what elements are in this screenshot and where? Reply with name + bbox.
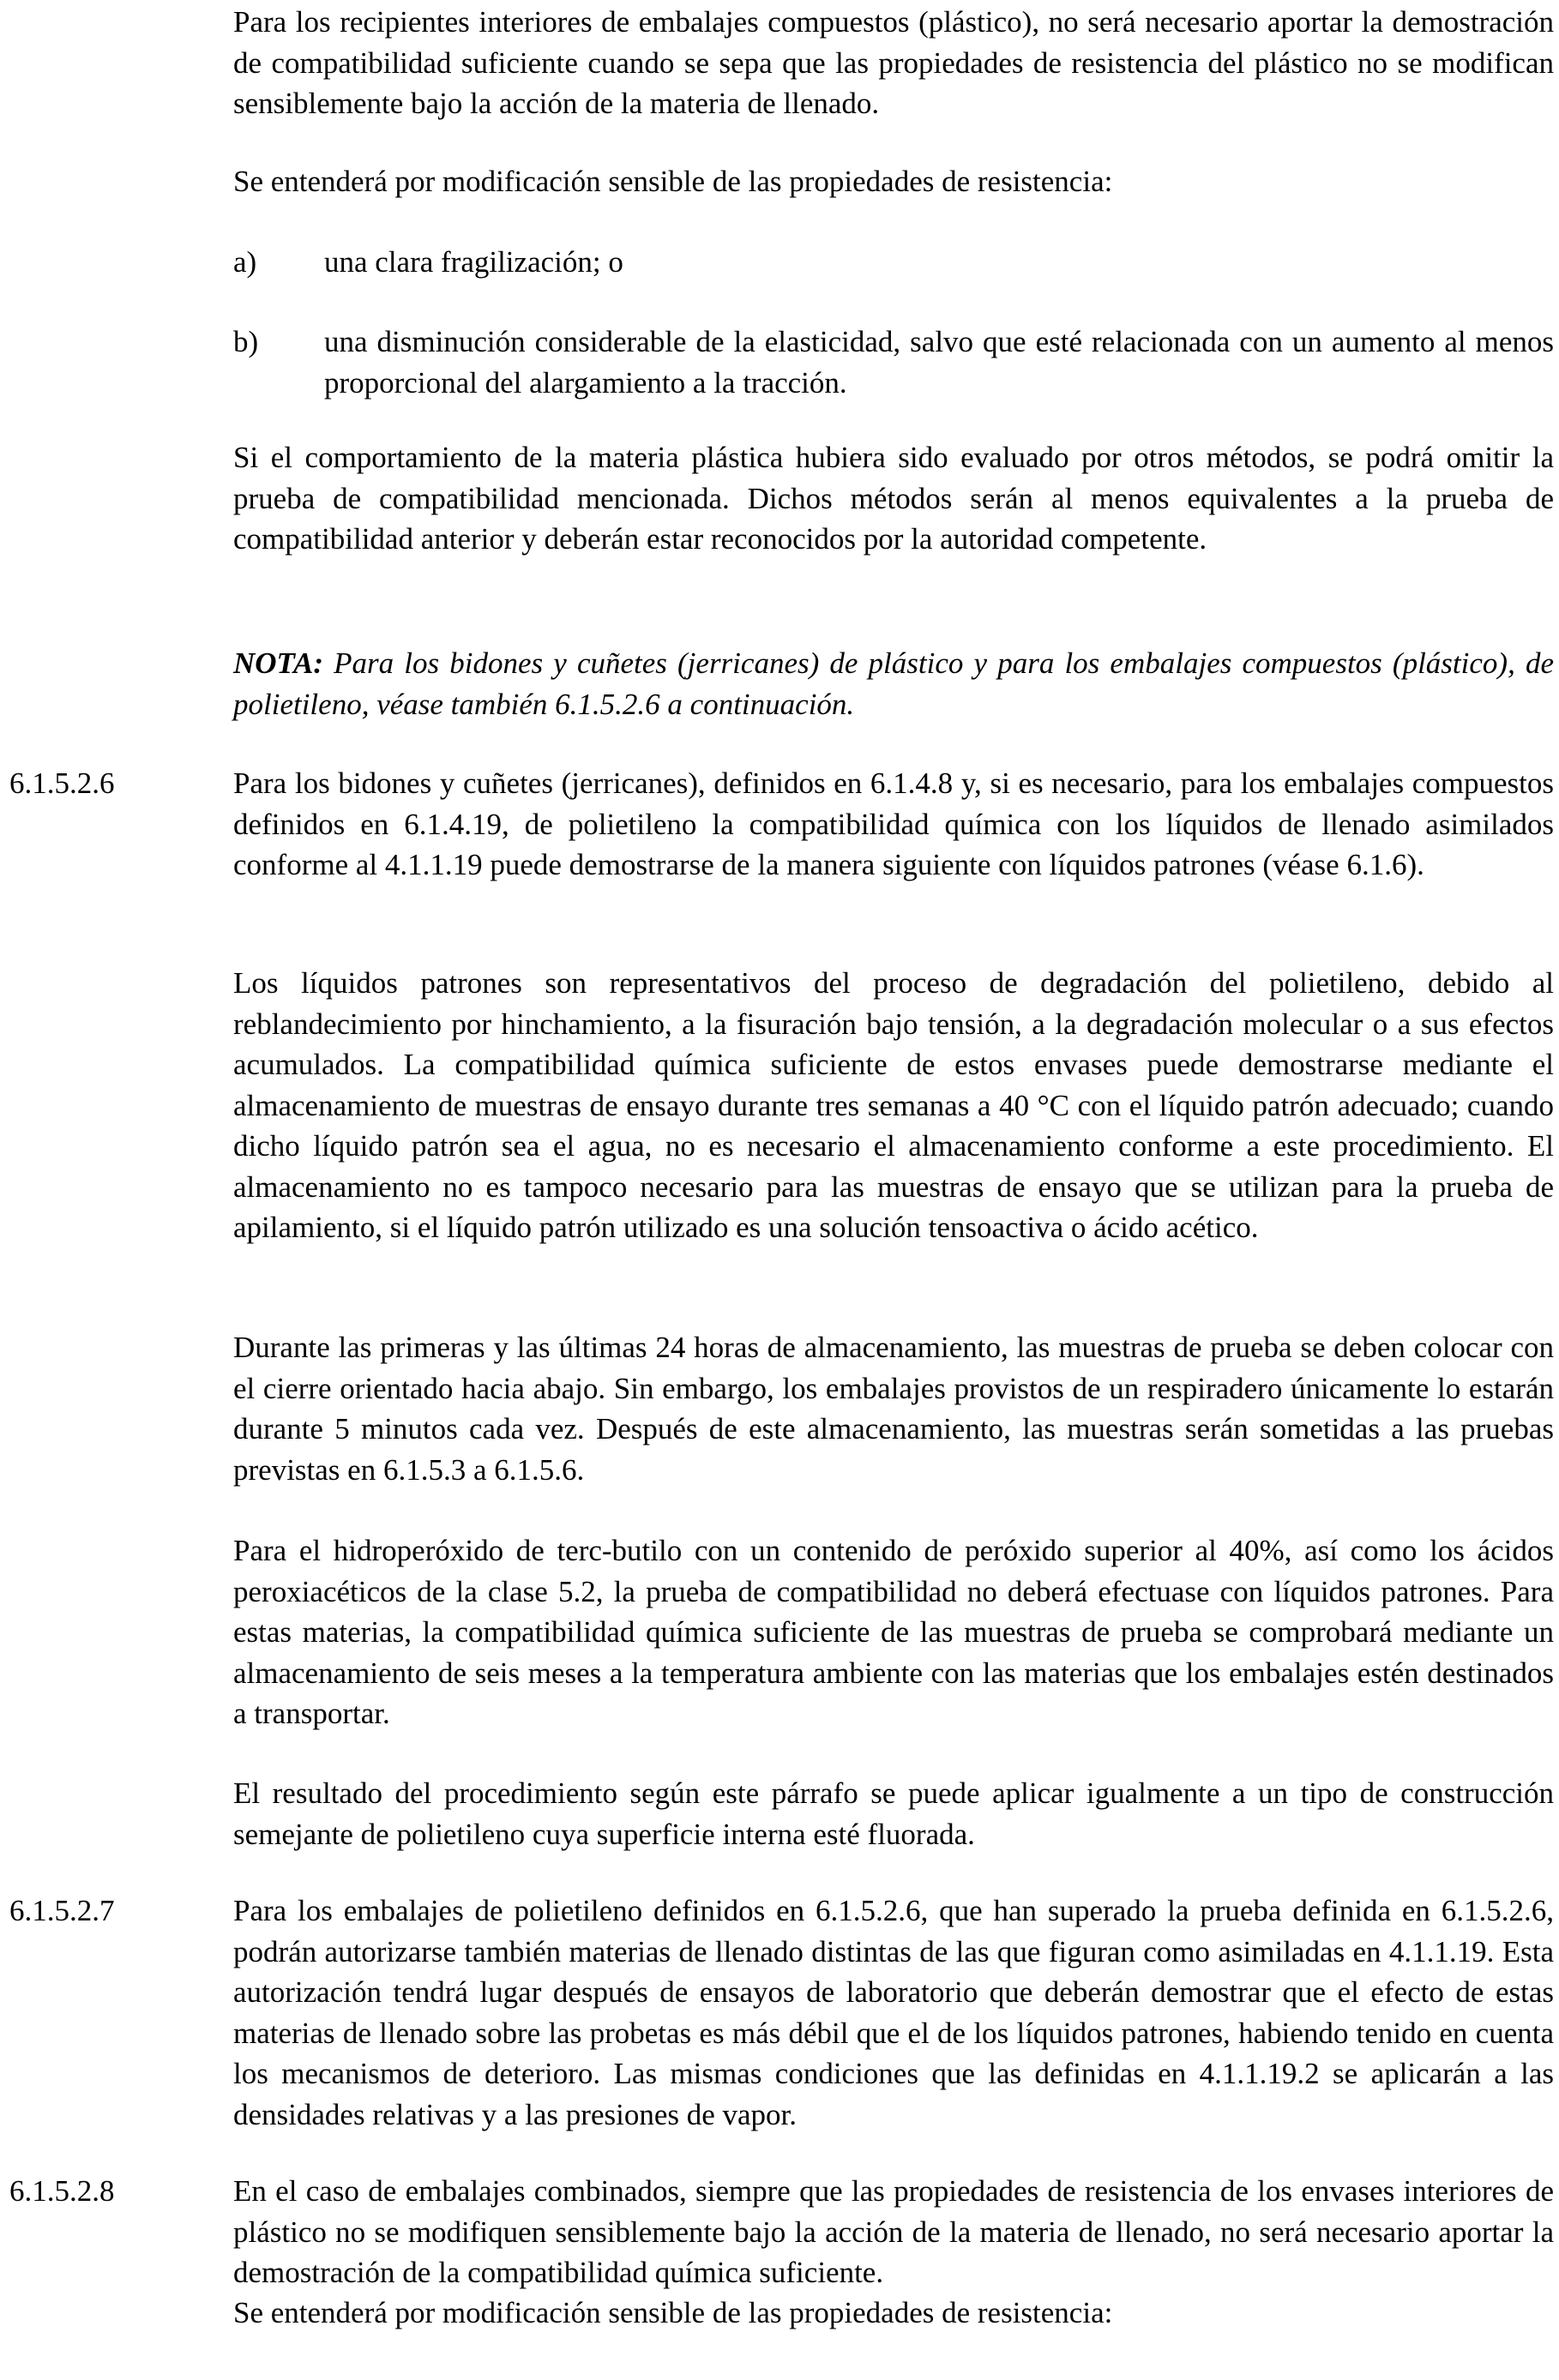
- alternative-methods-paragraph: Si el comportamiento de la materia plástica hubiera sido evaluado por otros métodos, se podrá omitir la prueba de compatibilidad mencionada. Dichos métodos serán al menos equivalentes a la prueba de compatibilidad anterior y deberán estar reconocidos por la autoridad competente.: [233, 441, 1554, 556]
- section-6-1-5-2-8-p2: Se entenderá por modificación sensible de las propiedades de resistencia:: [233, 2296, 1113, 2329]
- list-text-a: una clara fragilización; o: [324, 245, 623, 279]
- note-text: Para los bidones y cuñetes (jerricanes) de plástico y para los embalajes compuestos (plástico), de polietileno, véase también 6.1.5.2.6 a continuación.: [233, 646, 1554, 721]
- definition-intro: Se entenderá por modificación sensible de las propiedades de resistencia:: [233, 165, 1113, 198]
- section-6-1-5-2-7-p1: Para los embalajes de polietileno definidos en 6.1.5.2.6, que han superado la prueba definida en 6.1.5.2.6, podrán autorizarse también materias de llenado distintas de las que figuran como asimiladas en 4.1.1.19. Esta autorización tendrá lugar después de ensayos de laboratorio que deberán demostrar que el efecto de estas materias de llenado sobre las probetas es más débil que el de los líquidos patrones, habiendo tenido en cuenta los mecanismos de deterioro. Las mismas condiciones que las definidas en 4.1.1.19.2 se aplicarán a las densidades relativas y a las presiones de vapor.: [233, 1894, 1554, 2131]
- section-6-1-5-2-6-p4: Para el hidroperóxido de terc-butilo con un contenido de peróxido superior al 40%, así como los ácidos peroxiacéticos de la clase 5.2, la prueba de compatibilidad no deberá efectuase con líquidos patrones. Para estas materias, la compatibilidad química suficiente de las muestras de prueba se comprobará mediante un almacenamiento de seis meses a la temperatura ambiente con las materias que los embalajes estén destinados a transportar.: [233, 1534, 1554, 1730]
- section-number-6-1-5-2-6: 6.1.5.2.6: [9, 766, 115, 800]
- note-label: NOTA:: [233, 646, 323, 680]
- section-6-1-5-2-6-p1: Para los bidones y cuñetes (jerricanes), definidos en 6.1.4.8 y, si es necesario, para los embalajes compuestos definidos en 6.1.4.19, de polietileno la compatibilidad química con los líquidos de llenado asimilados conforme al 4.1.1.19 puede demostrarse de la manera siguiente con líquidos patrones (véase 6.1.6).: [233, 766, 1554, 881]
- list-marker-a: a): [233, 245, 257, 279]
- section-6-1-5-2-6-p5: El resultado del procedimiento según este párrafo se puede aplicar igualmente a un tipo de construcción semejante de polietileno cuya superficie interna esté fluorada.: [233, 1776, 1554, 1851]
- section-number-6-1-5-2-7: 6.1.5.2.7: [9, 1894, 115, 1927]
- list-text-b: una disminución considerable de la elasticidad, salvo que esté relacionada con un aumento al menos proporcional del alargamiento a la tracción.: [324, 325, 1554, 400]
- note-paragraph: [233, 643, 1554, 724]
- section-6-1-5-2-6-p2: Los líquidos patrones son representativos del proceso de degradación del polietileno, debido al reblandecimiento por hinchamiento, a la fisuración bajo tensión, a la degradación molecular o a sus efectos acumulados. La compatibilidad química suficiente de estos envases puede demostrarse mediante el almacenamiento de muestras de ensayo durante tres semanas a 40 °C con el líquido patrón adecuado; cuando dicho líquido patrón sea el agua, no es necesario el almacenamiento conforme a este procedimiento. El almacenamiento no es tampoco necesario para las muestras de ensayo que se utilizan para la prueba de apilamiento, si el líquido patrón utilizado es una solución tensoactiva o ácido acético.: [233, 966, 1554, 1244]
- intro-paragraph: Para los recipientes interiores de embalajes compuestos (plástico), no será necesario aportar la demostración de compatibilidad suficiente cuando se sepa que las propiedades de resistencia del plástico no se modifican sensiblemente bajo la acción de la materia de llenado.: [233, 5, 1554, 120]
- section-6-1-5-2-6-p3: Durante las primeras y las últimas 24 horas de almacenamiento, las muestras de prueba se deben colocar con el cierre orientado hacia abajo. Sin embargo, los embalajes provistos de un respiradero únicamente lo estarán durante 5 minutos cada vez. Después de este almacenamiento, las muestras serán sometidas a las pruebas previstas en 6.1.5.3 a 6.1.5.6.: [233, 1331, 1554, 1487]
- section-6-1-5-2-8-p1: En el caso de embalajes combinados, siempre que las propiedades de resistencia de los envases interiores de plástico no se modifiquen sensiblemente bajo la acción de la materia de llenado, no será necesario aportar la demostración de la compatibilidad química suficiente.: [233, 2174, 1554, 2289]
- list-marker-b: b): [233, 325, 259, 358]
- section-number-6-1-5-2-8: 6.1.5.2.8: [9, 2174, 115, 2208]
